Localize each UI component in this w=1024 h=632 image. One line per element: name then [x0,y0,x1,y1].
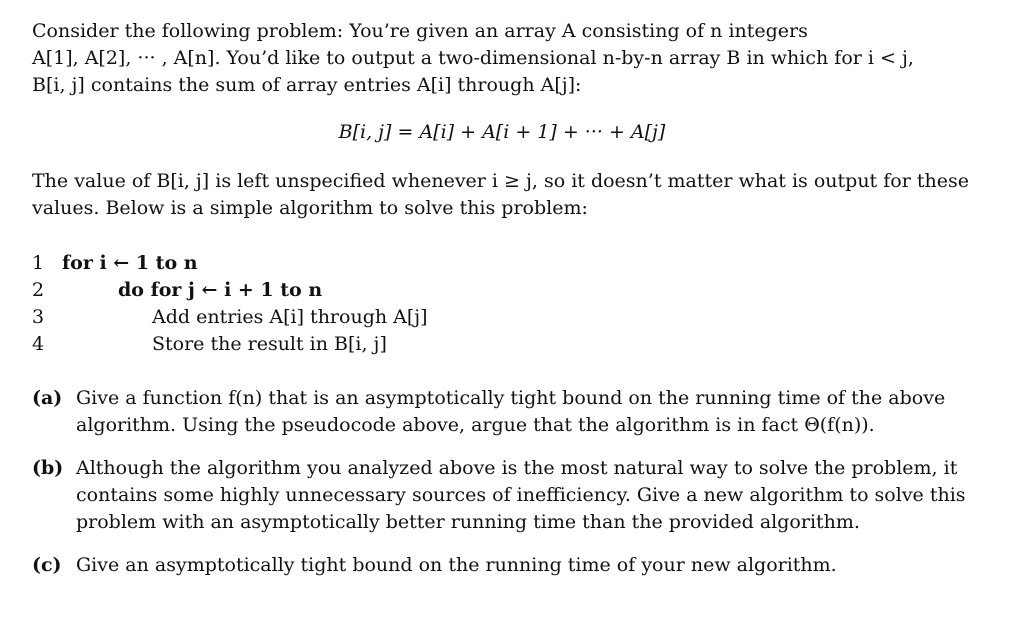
unspecified-line-1: The value of B[i, j] is left unspecified whenever i ≥ j, so it doesn’t matter what is output for these [32,170,969,192]
pseudocode-text: Add entries A[i] through A[j] [152,306,428,328]
intro-paragraph [32,18,972,99]
part-text: Give an asymptotically tight bound on the running time of your new algorithm. [76,554,837,576]
part-text: Although the algorithm you analyzed above is the most natural way to solve the problem, it contains some highly unnecessary sources of inefficiency. Give a new algorithm to solve this problem with an asymptotically better running time than the provided algorithm. [76,457,966,533]
part-label: (b) [32,457,64,479]
document [32,18,972,595]
line-number: 3 [32,306,45,328]
pseudocode-block [32,250,972,358]
part-text: Give a function f(n) that is an asymptotically tight bound on the running time of the above algorithm. Using the pseudocode above, argue that the algorithm is in fact Θ(f(n)). [76,387,946,436]
line-number: 2 [32,279,45,301]
unspecified-paragraph [32,168,972,222]
question-parts [32,385,972,579]
pseudocode-line [32,250,972,277]
part-label: (c) [32,554,62,576]
sum-equation: B[i, j] = A[i] + A[i + 1] + ··· + A[j] [338,121,666,143]
question-part-c [32,552,972,579]
unspecified-line-2: values. Below is a simple algorithm to solve this problem: [32,197,588,219]
pseudocode-line [32,277,972,304]
intro-line-2: A[1], A[2], ··· , A[n]. You’d like to output a two-dimensional n-by-n array B in which for i < j, [32,47,914,69]
line-number: 4 [32,333,45,355]
pseudocode-text: Store the result in B[i, j] [152,333,387,355]
part-label: (a) [32,387,63,409]
pseudocode-line [32,331,972,358]
intro-line-3: B[i, j] contains the sum of array entries A[i] through A[j]: [32,74,582,96]
question-part-b [32,455,972,536]
pseudocode-line [32,304,972,331]
pseudocode-text: do for j ← i + 1 to n [118,279,323,301]
question-part-a [32,385,972,439]
line-number: 1 [32,252,45,274]
pseudocode-text: for i ← 1 to n [62,252,198,274]
intro-line-1: Consider the following problem: You’re given an array A consisting of n integers [32,20,808,42]
